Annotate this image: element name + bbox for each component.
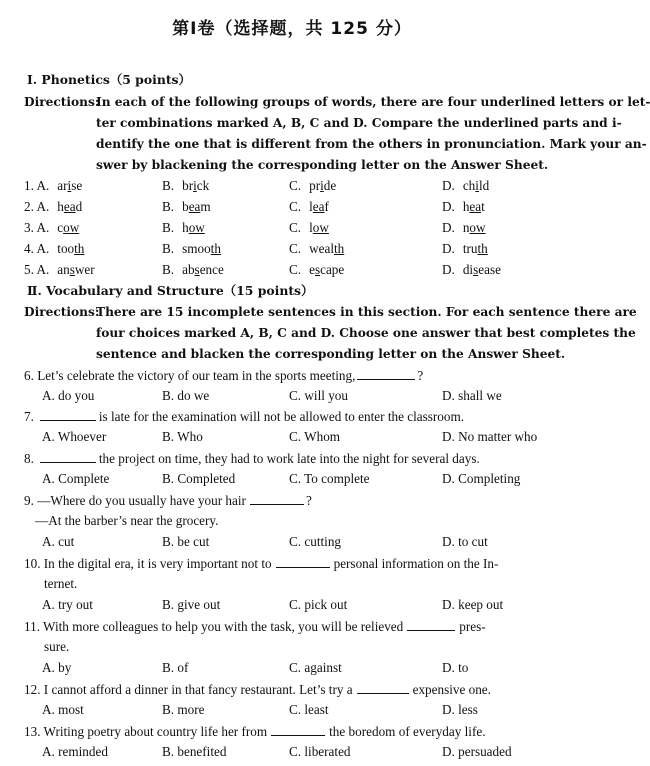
answer-option: D. No matter who bbox=[442, 429, 538, 444]
answer-option: A. try out bbox=[42, 597, 93, 612]
phonetics-option: C. wealth bbox=[289, 241, 345, 256]
underlined-letters: s bbox=[194, 262, 200, 277]
phonetics-option: 3. A. cow bbox=[24, 220, 80, 235]
underlined-letters: s bbox=[69, 262, 75, 277]
phonetics-option: D. truth bbox=[442, 241, 488, 256]
answer-option: C. Whom bbox=[289, 429, 341, 444]
underlined-letters: i bbox=[67, 178, 72, 193]
underlined-letters: ow bbox=[469, 220, 486, 235]
answer-option: A. most bbox=[42, 702, 84, 717]
phonetics-option: D. now bbox=[442, 220, 486, 235]
paper-title: 第Ⅰ卷（选择题，共 125 分） bbox=[172, 19, 412, 39]
question-11: 11. With more colleagues to help you with the task, you will be relieved pres- bbox=[24, 619, 486, 634]
question-9-reply: —At the barber’s near the grocery. bbox=[35, 513, 219, 528]
directions-line: There are 15 incomplete sentences in this section. For each sentence there are bbox=[96, 305, 637, 319]
phonetics-option: 5. A. answer bbox=[24, 262, 95, 277]
phonetics-option: C. low bbox=[289, 220, 329, 235]
answer-option: C. pick out bbox=[289, 597, 348, 612]
section-heading-vocabulary: Ⅱ. Vocabulary and Structure（15 points） bbox=[27, 283, 314, 298]
answer-blank bbox=[357, 367, 415, 380]
phonetics-option: 2. A. head bbox=[24, 199, 83, 214]
underlined-letters: ow bbox=[188, 220, 205, 235]
underlined-letters: s bbox=[473, 262, 479, 277]
answer-option: A. cut bbox=[42, 534, 75, 549]
answer-option: C. least bbox=[289, 702, 329, 717]
underlined-letters: i bbox=[193, 178, 197, 193]
answer-option: C. liberated bbox=[289, 744, 351, 759]
directions-line: four choices marked A, B, C and D. Choose one answer that best completes the bbox=[96, 326, 636, 340]
answer-option: A. by bbox=[42, 660, 72, 675]
phonetics-option: B. smooth bbox=[162, 241, 221, 256]
phonetics-option: D. child bbox=[442, 178, 490, 193]
question-6: 6. Let’s celebrate the victory of our team in the sports meeting, ? bbox=[24, 368, 424, 383]
underlined-letters: th bbox=[334, 241, 345, 256]
answer-blank bbox=[276, 555, 330, 568]
phonetics-option: D. heat bbox=[442, 199, 485, 214]
answer-option: D. less bbox=[442, 702, 478, 717]
answer-blank bbox=[357, 681, 409, 694]
question-10-cont: ternet. bbox=[44, 576, 78, 591]
directions-line: In each of the following groups of words, there are four underlined letters or let- bbox=[96, 95, 650, 109]
answer-option: B. give out bbox=[162, 597, 221, 612]
question-10: 10. In the digital era, it is very important not to personal information on the In- bbox=[24, 556, 499, 571]
question-13: 13. Writing poetry about country life her from the boredom of everyday life. bbox=[24, 724, 486, 739]
underlined-letters: ea bbox=[312, 199, 325, 214]
underlined-letters: ea bbox=[469, 199, 482, 214]
answer-option: A. reminded bbox=[42, 744, 108, 759]
underlined-letters: i bbox=[475, 178, 479, 193]
answer-blank bbox=[40, 450, 96, 463]
phonetics-option: B. how bbox=[162, 220, 205, 235]
underlined-letters: th bbox=[210, 241, 221, 256]
answer-blank bbox=[271, 723, 325, 736]
phonetics-option: B. beam bbox=[162, 199, 211, 214]
answer-option: A. Whoever bbox=[42, 429, 107, 444]
answer-option: D. to bbox=[442, 660, 469, 675]
answer-option: C. against bbox=[289, 660, 342, 675]
answer-option: D. Completing bbox=[442, 471, 521, 486]
question-12: 12. I cannot afford a dinner in that fancy restaurant. Let’s try a expensive one. bbox=[24, 682, 491, 697]
answer-option: B. Who bbox=[162, 429, 203, 444]
directions-line: dentify the one that is different from the others in pronunciation. Mark your an- bbox=[96, 137, 647, 151]
underlined-letters: ow bbox=[312, 220, 329, 235]
underlined-letters: th bbox=[74, 241, 85, 256]
answer-option: C. will you bbox=[289, 388, 348, 403]
phonetics-option: B. absence bbox=[162, 262, 224, 277]
answer-option: D. shall we bbox=[442, 388, 502, 403]
answer-option: C. cutting bbox=[289, 534, 342, 549]
answer-option: D. keep out bbox=[442, 597, 504, 612]
answer-blank bbox=[407, 618, 455, 631]
directions-label: Directions: bbox=[24, 305, 100, 319]
question-9: 9. —Where do you usually have your hair ? bbox=[24, 493, 312, 508]
phonetics-option: 4. A. tooth bbox=[24, 241, 85, 256]
answer-option: B. of bbox=[162, 660, 189, 675]
question-7: 7. is late for the examination will not be allowed to enter the classroom. bbox=[24, 409, 465, 424]
answer-blank bbox=[40, 408, 96, 421]
underlined-letters: i bbox=[320, 178, 324, 193]
directions-line: swer by blackening the corresponding letter on the Answer Sheet. bbox=[96, 158, 549, 172]
answer-option: B. be cut bbox=[162, 534, 210, 549]
underlined-letters: ea bbox=[188, 199, 201, 214]
directions-label: Directions: bbox=[24, 95, 100, 109]
phonetics-option: 1. A. arise bbox=[24, 178, 83, 193]
question-8: 8. the project on time, they had to work late into the night for several days. bbox=[24, 451, 480, 466]
answer-option: D. to cut bbox=[442, 534, 488, 549]
answer-option: B. more bbox=[162, 702, 205, 717]
answer-option: A. do you bbox=[42, 388, 95, 403]
directions-line: ter combinations marked A, B, C and D. Compare the underlined parts and i- bbox=[96, 116, 622, 130]
answer-option: B. do we bbox=[162, 388, 210, 403]
underlined-letters: s bbox=[314, 262, 321, 277]
section-heading-phonetics: Ⅰ. Phonetics（5 points） bbox=[27, 72, 191, 87]
phonetics-option: D. disease bbox=[442, 262, 501, 277]
underlined-letters: ow bbox=[63, 220, 80, 235]
phonetics-option: B. brick bbox=[162, 178, 210, 193]
answer-option: D. persuaded bbox=[442, 744, 512, 759]
answer-option: C. To complete bbox=[289, 471, 370, 486]
phonetics-option: C. leaf bbox=[289, 199, 329, 214]
question-11-cont: sure. bbox=[44, 639, 70, 654]
answer-option: A. Complete bbox=[42, 471, 110, 486]
answer-option: B. benefited bbox=[162, 744, 227, 759]
underlined-letters: ea bbox=[63, 199, 76, 214]
phonetics-option: C. escape bbox=[289, 262, 345, 277]
directions-line: sentence and blacken the corresponding letter on the Answer Sheet. bbox=[96, 347, 566, 361]
phonetics-option: C. pride bbox=[289, 178, 337, 193]
underlined-letters: th bbox=[477, 241, 488, 256]
answer-option: B. Completed bbox=[162, 471, 236, 486]
answer-blank bbox=[250, 492, 304, 505]
